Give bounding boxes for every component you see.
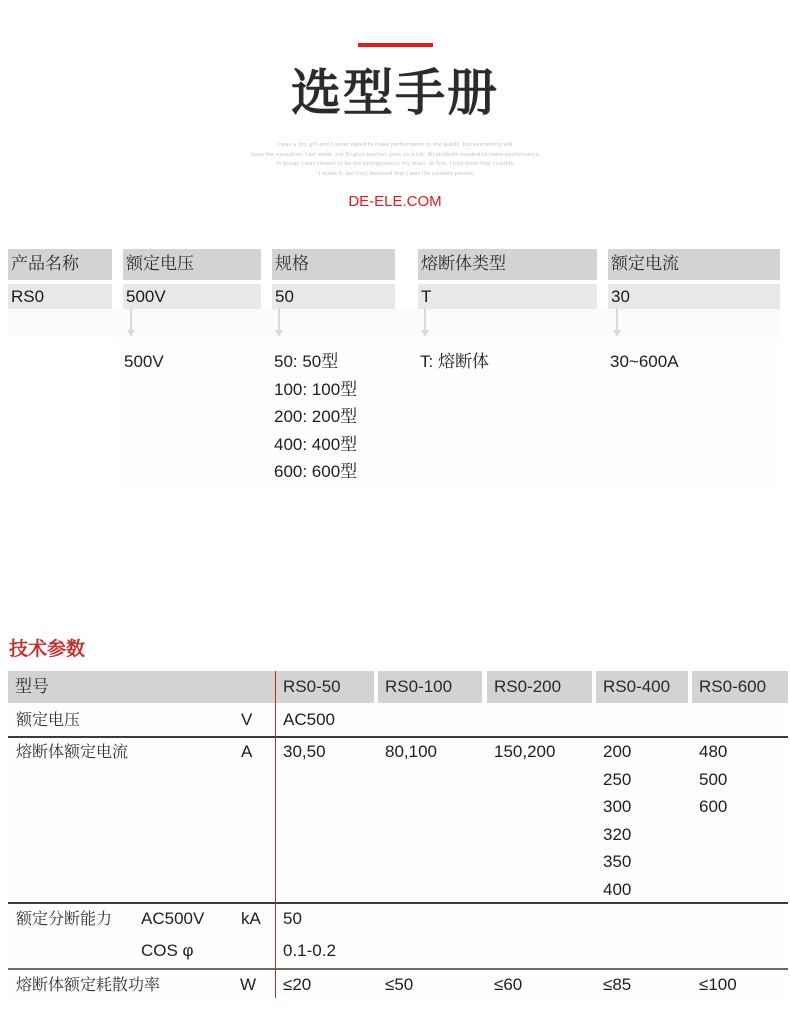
option-item: 100: 100型 [274,379,358,399]
row-divider [8,902,788,904]
site-link[interactable]: DE-ELE.COM [348,193,442,210]
spec-options [274,348,357,486]
sel-header-fuse-type: 熔断体类型 [418,249,597,280]
blurb-line: in group. I was chosen to be the protagonist in my team. At first, I told them that I couldn [276,161,514,167]
sel-value-rated-voltage: 500V [123,284,261,309]
cell-value: 480 [699,742,728,761]
arrow-down-icon [616,309,618,331]
arrow-down-icon [424,309,426,331]
cell-value: 350 [603,852,632,871]
voltage-options [124,348,164,376]
cell-value: 80,100 [385,742,437,761]
selection-arrow-band [8,309,780,337]
cell-value: 300 [603,797,632,816]
cell-value: 250 [603,769,632,789]
row-unit: kA [241,909,261,928]
cell-value: 0.1-0.2 [283,941,336,960]
cell-value: 320 [603,824,632,844]
cell-value: AC500 [283,710,335,729]
sel-value-fuse-type: T [418,284,597,309]
cell-value: ≤85 [603,975,632,994]
cell-value: 400 [603,879,632,899]
option-item: 400: 400型 [274,434,358,454]
th-rs0-100: RS0-100 [378,671,482,703]
cell-value-list [603,738,631,903]
cell-value: 50 [283,909,302,928]
fuse-type-options [420,348,489,376]
sel-header-spec: 规格 [272,249,395,280]
option-item: T: 熔断体 [420,352,489,371]
row-unit: W [240,975,257,994]
arrow-down-icon [278,309,280,331]
page-title: 选型手册 [291,64,499,122]
cell-value: 600 [699,797,728,816]
current-options [610,348,679,376]
option-item: 500V [124,352,164,371]
row-divider [8,968,788,970]
option-item: 30~600A [610,352,679,371]
cell-value: 150,200 [494,742,556,761]
row-unit: A [241,742,253,761]
row-sublabel: AC500V [141,909,205,928]
option-item: 50: 50型 [274,352,339,371]
cell-value: 30,50 [283,742,326,761]
th-rs0-50: RS0-50 [276,671,374,703]
arrow-down-icon [130,309,132,331]
row-label-fuse-rated-current: 熔断体额定电流 [16,742,129,761]
cell-value: ≤100 [699,975,737,994]
title-accent-bar [358,43,433,47]
th-rs0-600: RS0-600 [692,671,788,703]
sel-value-product-name: RS0 [8,284,112,309]
sel-header-rated-current: 额定电流 [608,249,780,280]
intro-blurb [225,141,565,179]
section-title-tech-params: 技术参数 [9,638,86,660]
row-unit: V [241,710,253,729]
sel-value-spec: 50 [272,284,395,309]
blurb-line: have the exception. Last week, our English teacher gave us a job. All students needed to make performance [250,151,540,158]
cell-value: ≤50 [385,975,414,994]
row-label-breaking-capacity: 额定分断能力 [16,909,113,928]
column-divider-red [275,671,276,998]
th-model: 型号 [8,671,275,703]
cell-value: 200 [603,742,632,761]
cell-value: 500 [699,769,728,789]
th-rs0-400: RS0-400 [596,671,688,703]
row-sublabel: COS φ [141,941,194,960]
sel-header-rated-voltage: 额定电压 [123,249,261,280]
cell-value: ≤20 [283,975,312,994]
th-rs0-200: RS0-200 [487,671,592,703]
cell-value: ≤60 [494,975,523,994]
blurb-line: ' t make it, but they believed that I was the suitable person. [315,170,475,177]
sel-value-rated-current: 30 [608,284,780,309]
sel-header-product-name: 产品名称 [8,249,112,280]
row-label-dissipated-power: 熔断体额定耗散功率 [16,975,161,994]
option-item: 200: 200型 [274,407,358,426]
cell-value-list [699,738,727,821]
blurb-line: I was a shy girl and I never dared to make performance in the public, but everything will [277,142,513,148]
option-item: 600: 600型 [274,462,358,481]
row-label-rated-voltage: 额定电压 [16,710,81,729]
